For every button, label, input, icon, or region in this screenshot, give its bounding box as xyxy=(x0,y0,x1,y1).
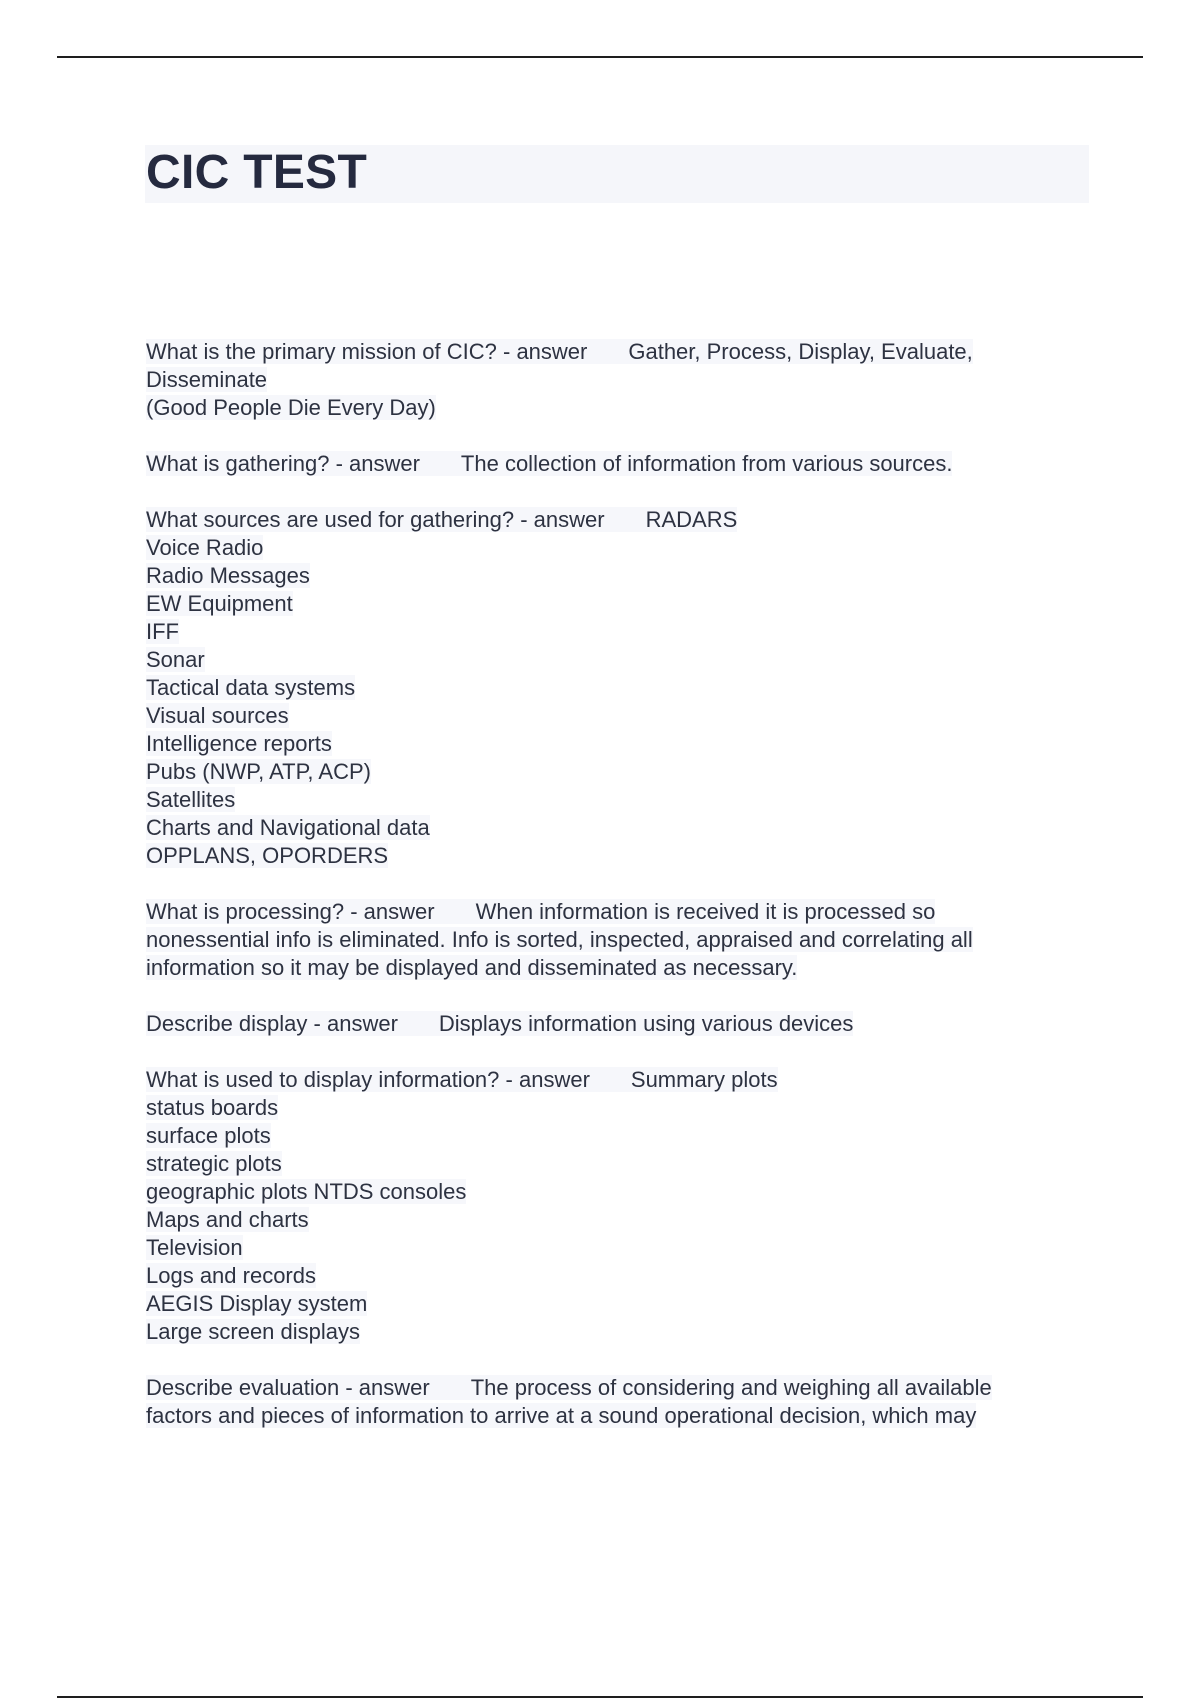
answer-line: Radio Messages xyxy=(146,563,310,588)
flashcard xyxy=(146,898,1096,982)
answer-text: Displays information using various devices xyxy=(438,1011,854,1036)
answer-line: strategic plots xyxy=(146,1151,282,1176)
answer-line: Tactical data systems xyxy=(146,675,356,700)
question-line xyxy=(146,506,1096,534)
question-line xyxy=(146,1066,1096,1094)
question-text: What sources are used for gathering? - answer RADARS xyxy=(146,507,738,532)
answer-line: EW Equipment xyxy=(146,591,293,616)
answer-line: geographic plots NTDS consoles xyxy=(146,1179,467,1204)
question-line xyxy=(146,1010,1096,1038)
flashcard xyxy=(146,1010,1096,1038)
answer-line: Disseminate xyxy=(146,367,268,392)
answer-text: Gather, Process, Display, Evaluate, xyxy=(628,339,973,364)
answer-line: factors and pieces of information to arrive at a sound operational decision, which may xyxy=(146,1403,977,1428)
answer-text: Summary plots xyxy=(630,1067,778,1092)
answer-text: RADARS xyxy=(645,507,738,532)
answer-line: Visual sources xyxy=(146,703,289,728)
page-title: CIC TEST xyxy=(146,146,368,199)
answer-line: information so it may be displayed and disseminated as necessary. xyxy=(146,955,798,980)
flashcard xyxy=(146,338,1096,422)
header-rule xyxy=(57,56,1143,58)
answer-line: Intelligence reports xyxy=(146,731,332,756)
answer-line: Satellites xyxy=(146,787,236,812)
question-text: What is the primary mission of CIC? - answer Gather, Process, Display, Evaluate, xyxy=(146,339,973,364)
answer-line: Pubs (NWP, ATP, ACP) xyxy=(146,759,371,784)
question-line xyxy=(146,450,1096,478)
answer-line: IFF xyxy=(146,619,179,644)
answer-text: The collection of information from various sources. xyxy=(460,451,953,476)
flashcard xyxy=(146,1066,1096,1346)
answer-line: (Good People Die Every Day) xyxy=(146,395,436,420)
answer-line: OPPLANS, OPORDERS xyxy=(146,843,389,868)
answer-text: The process of considering and weighing all available xyxy=(470,1375,992,1400)
answer-text: When information is received it is processed so xyxy=(475,899,936,924)
answer-line: Television xyxy=(146,1235,243,1260)
answer-line: status boards xyxy=(146,1095,279,1120)
question-text: Describe evaluation - answer The process of considering and weighing all available xyxy=(146,1375,992,1400)
question-text: Describe display - answer Displays information using various devices xyxy=(146,1011,854,1036)
flashcard xyxy=(146,506,1096,870)
answer-line: surface plots xyxy=(146,1123,271,1148)
answer-line: Charts and Navigational data xyxy=(146,815,430,840)
answer-line: Maps and charts xyxy=(146,1207,309,1232)
question-text: What is used to display information? - answer Summary plots xyxy=(146,1067,778,1092)
answer-line: nonessential info is eliminated. Info is sorted, inspected, appraised and correlating all xyxy=(146,927,973,952)
question-text: What is processing? - answer When information is received it is processed so xyxy=(146,899,936,924)
flashcard xyxy=(146,1374,1096,1430)
question-line xyxy=(146,898,1096,926)
answer-line: Large screen displays xyxy=(146,1319,361,1344)
answer-line: Voice Radio xyxy=(146,535,264,560)
flashcard xyxy=(146,450,1096,478)
answer-line: AEGIS Display system xyxy=(146,1291,368,1316)
flashcard-list xyxy=(146,338,1096,1458)
answer-line: Sonar xyxy=(146,647,205,672)
footer-rule xyxy=(57,1696,1143,1698)
question-line xyxy=(146,338,1096,366)
question-text: What is gathering? - answer The collection of information from various sources. xyxy=(146,451,953,476)
answer-line: Logs and records xyxy=(146,1263,316,1288)
question-line xyxy=(146,1374,1096,1402)
